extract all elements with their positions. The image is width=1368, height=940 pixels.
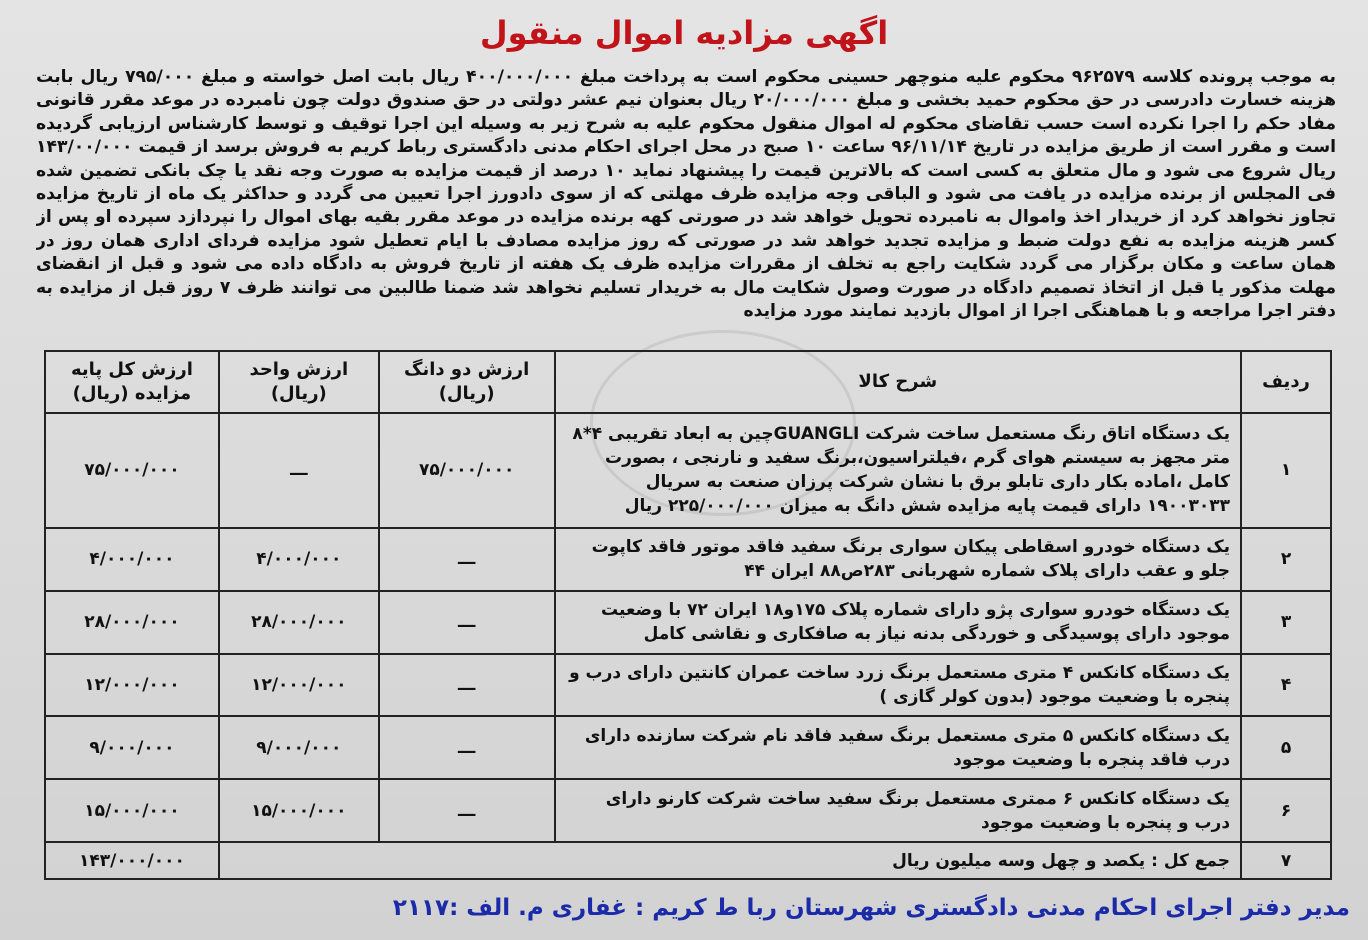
total-value: ۴/۰۰۰/۰۰۰ — [45, 528, 219, 591]
total-value: ۲۸/۰۰۰/۰۰۰ — [45, 591, 219, 654]
unit-value: ۱۵/۰۰۰/۰۰۰ — [219, 779, 379, 842]
total-value: ۹/۰۰۰/۰۰۰ — [45, 716, 219, 779]
header-unit-value: ارزش واحد (ریال) — [219, 351, 379, 413]
signature-line: مدیر دفتر اجرای احکام مدنی دادگستری شهرستان ربا ط کریم : غفاری م. الف :۲۱۱۷ — [392, 895, 1350, 921]
row-number: ۴ — [1241, 654, 1331, 717]
goods-table — [44, 350, 1332, 880]
table-row — [45, 779, 1331, 842]
page-title: اگهی مزادیه اموال منقول — [479, 14, 889, 52]
unit-value: ۹/۰۰۰/۰۰۰ — [219, 716, 379, 779]
sum-description: جمع کل : یکصد و چهل وسه میلیون ریال — [219, 842, 1241, 879]
item-description: یک دستگاه کانکس ۶ ممتری مستعمل برنگ سفید ساخت شرکت کارنو دارای درب و پنجره با وضعیت موجود — [555, 779, 1241, 842]
header-row-number: ردیف — [1241, 351, 1331, 413]
sum-total-value: ۱۴۳/۰۰۰/۰۰۰ — [45, 842, 219, 879]
unit-value: ۱۲/۰۰۰/۰۰۰ — [219, 654, 379, 717]
header-total-value: ارزش کل پایه مزایده (ریال) — [45, 351, 219, 413]
table-sum-row — [45, 842, 1331, 879]
table-row — [45, 654, 1331, 717]
table-row — [45, 591, 1331, 654]
two-dang-value: ـــ — [379, 654, 555, 717]
notice-body-text: به موجب پرونده کلاسه ۹۶۲۵۷۹ محکوم علیه منوچهر حسینی محکوم است به پرداخت مبلغ ۴۰۰/۰۰۰/۰۰۰ ریال بابت اصل خواسته و مبلغ ۷۹۵/۰۰۰ ریال بابت هزینه خسارت دادرسی در حق محکوم حمید بخشی و مبلغ ۲۰/۰۰۰/۰۰۰ ریال بعنوان نیم عشر دولتی در حق صندوق دولت چون نامبرده در موعد مقرر قانونی مفاد حکم را اجرا نکرده است حسب تقاضای محکوم له اموال منقول محکوم علیه به شرح زیر به وسیله این اجرا توقیف و توسط کارشناس ارزیابی گردیده است و مقرر است از طریق مزایده در تاریخ ۹۶/۱۱/۱۴ ساعت ۱۰ صبح در محل اجرای احکام مدنی دادگستری رباط کریم به فروش برسد از قیمت ۱۴۳/۰۰/۰۰۰ ریال شروع می شود و مال متعلق به کسی است که بالاترین قیمت را پیشنهاد نماید ۱۰ درصد از قیمت مزایده به صورت وجه نقد یا چک بانکی تضمین شده فی المجلس از برنده مزایده در یافت می شود و الباقی وجه مزایده ظرف مهلتی که از سوی دادورز اجرا تعیین می گردد و حداکثر یک ماه از تاریخ مزایده تجاوز نخواهد کرد از خریدار اخذ واموال به نامبرده تحویل خواهد شد در صورتی کهه برنده مزایده در موعد مقرر بقیه بهای اموال را نپردازد سپرده او پس از کسر هزینه مزایده به نفع دولت ضبط و مزایده تجدید خواهد شد در صورتی که روز مزایده مصادف با ایام تعطیل شود مزایده فردای اداری همان روز در همان ساعت و مکان برگزار می گردد شکایت راجع به تخلف از مقررات مزایده ظرف یک هفته از تاریخ فروش به دادگاه داده می شود و قبل از انقضای مهلت مذکور یا قبل از اتخاذ تصمیم دادگاه در صورت وصول شکایت مال به خریدار تسلیم نخواهد شد ضمنا طالبین می توانند ظرف ۷ روز قبل از مزایده به دفتر اجرا مراجعه و با هماهنگی اجرا از اموال بازدید نمایند مورد مزایده — [36, 67, 1336, 322]
table-header-row — [45, 351, 1331, 413]
total-value: ۷۵/۰۰۰/۰۰۰ — [45, 413, 219, 528]
two-dang-value: ۷۵/۰۰۰/۰۰۰ — [379, 413, 555, 528]
table-row — [45, 716, 1331, 779]
item-description: یک دستگاه کانکس ۵ متری مستعمل برنگ سفید فاقد نام شرکت سازنده دارای درب فاقد پنجره با وضعیت موجود — [555, 716, 1241, 779]
item-description: یک دستگاه خودرو سواری پژو دارای شماره پلاک ۱۷۵و۱۸ ایران ۷۲ با وضعیت موجود دارای پوسیدگی و خوردگی بدنه نیاز به صافکاری و نقاشی کامل — [555, 591, 1241, 654]
row-number: ۶ — [1241, 779, 1331, 842]
table-row — [45, 528, 1331, 591]
unit-value: ـــ — [219, 413, 379, 528]
unit-value: ۲۸/۰۰۰/۰۰۰ — [219, 591, 379, 654]
two-dang-value: ـــ — [379, 528, 555, 591]
two-dang-value: ـــ — [379, 779, 555, 842]
header-two-dang-value: ارزش دو دانگ (ریال) — [379, 351, 555, 413]
row-number: ۷ — [1241, 842, 1331, 879]
row-number: ۵ — [1241, 716, 1331, 779]
total-value: ۱۵/۰۰۰/۰۰۰ — [45, 779, 219, 842]
row-number: ۳ — [1241, 591, 1331, 654]
header-description: شرح کالا — [555, 351, 1241, 413]
table-row — [45, 413, 1331, 528]
item-description: یک دستگاه اتاق رنگ مستعمل ساخت شرکت GUANGLIچین به ابعاد تقریبی ۴*۸ متر مجهز به سیستم هوای گرم ،فیلتراسیون،برنگ سفید و نارنجی ، بصورت کامل ،اماده بکار داری تابلو برق با نشان شرکت پرزان صنعت به سریال ۱۹۰۰۳۰۳۳ دارای قیمت پایه مزایده شش دانگ به میزان ۲۲۵/۰۰۰/۰۰۰ ریال — [555, 413, 1241, 528]
unit-value: ۴/۰۰۰/۰۰۰ — [219, 528, 379, 591]
row-number: ۲ — [1241, 528, 1331, 591]
total-value: ۱۲/۰۰۰/۰۰۰ — [45, 654, 219, 717]
two-dang-value: ـــ — [379, 716, 555, 779]
item-description: یک دستگاه خودرو اسقاطی پیکان سواری برنگ سفید فاقد موتور فاقد کاپوت جلو و عقب دارای پلاک شماره شهربانی ۲۸۳ص۸۸ ایران ۴۴ — [555, 528, 1241, 591]
two-dang-value: ـــ — [379, 591, 555, 654]
item-description: یک دستگاه کانکس ۴ متری مستعمل برنگ زرد ساخت عمران کانتین دارای درب و پنجره با وضعیت موجود (بدون کولر گازی ) — [555, 654, 1241, 717]
row-number: ۱ — [1241, 413, 1331, 528]
